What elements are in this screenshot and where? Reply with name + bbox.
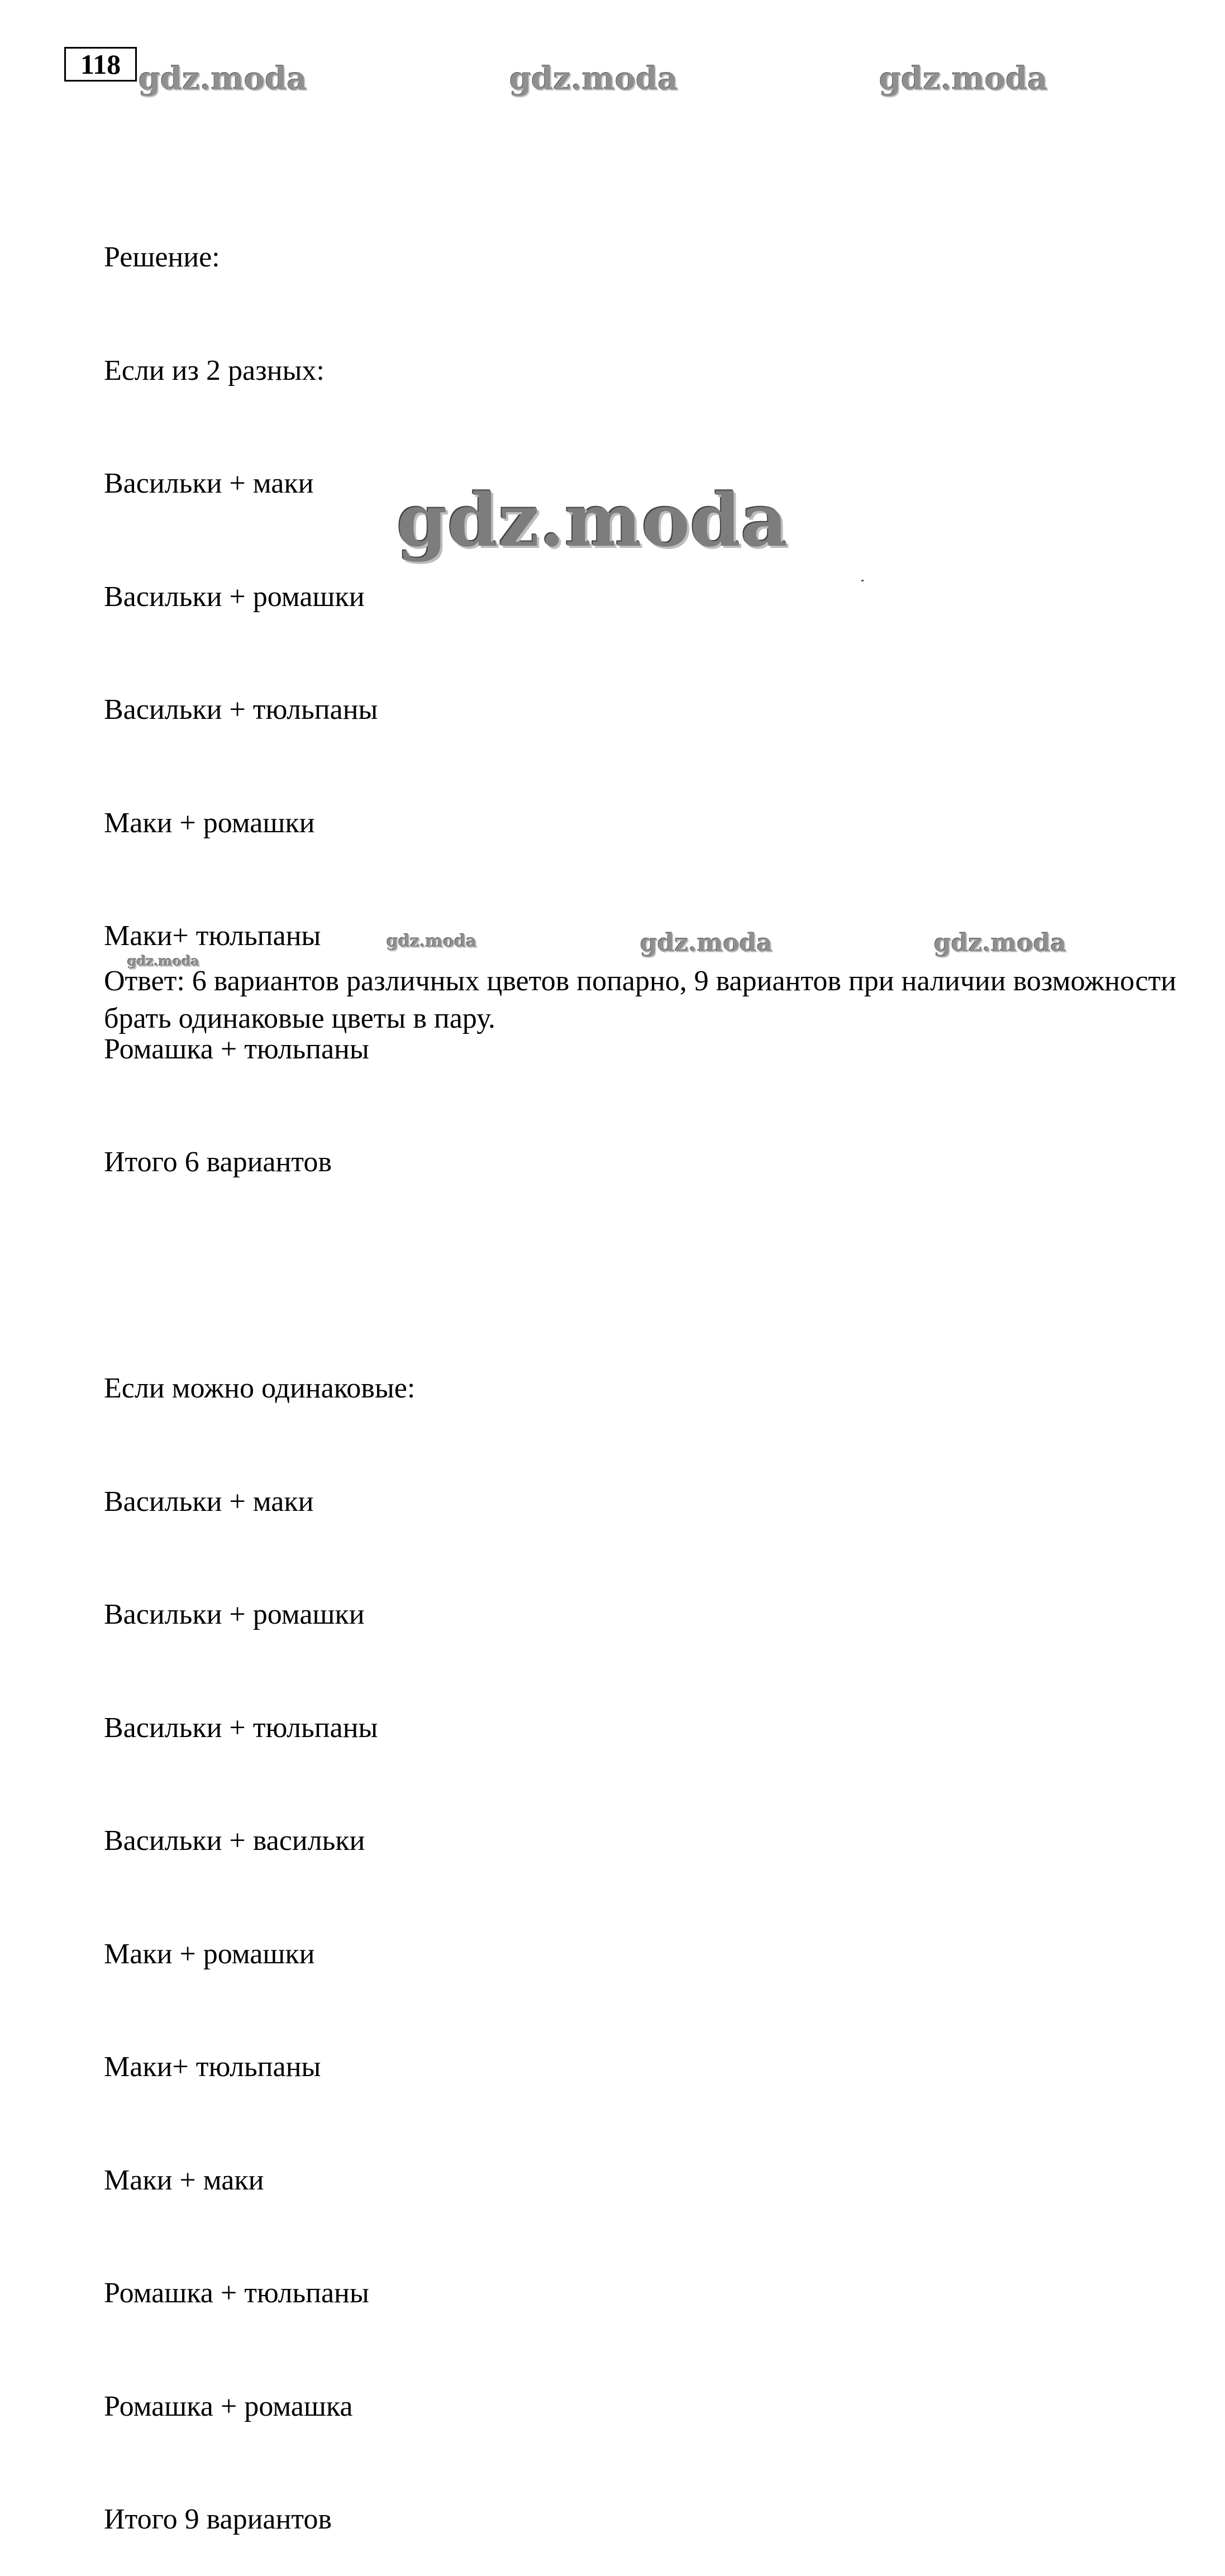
part2-item: Ромашка + ромашка [104, 2390, 353, 2422]
part2-item: Васильки + тюльпаны [104, 1711, 378, 1744]
solution-heading: Решение: [104, 241, 220, 273]
part2-item: Маки + ромашки [104, 1938, 315, 1970]
part1-total: Итого 6 вариантов [104, 1146, 332, 1178]
watermark-top-center: gdz.moda [509, 60, 678, 97]
problem-number: 118 [64, 47, 137, 82]
stray-mark [861, 580, 864, 581]
part1-title: Если из 2 разных: [104, 354, 325, 387]
part2-item: Васильки + ромашки [104, 1599, 365, 1630]
part2-total: Итого 9 вариантов [104, 2503, 332, 2535]
part2-item: Маки + маки [104, 2164, 264, 2196]
part2-title: Если можно одинаковые: [104, 1372, 416, 1404]
spacer [104, 1257, 415, 1295]
part2-item: Ромашка + тюльпаны [104, 2277, 369, 2309]
part1-item: Васильки + ромашки [104, 580, 365, 613]
part1-item: Васильки + маки [104, 468, 314, 499]
answer-text: Ответ: 6 вариантов различных цветов попарно, 9 вариантов при наличии возможности брать одинаковые цветы в пару. [104, 965, 1176, 1034]
part2-item: Васильки + маки [104, 1485, 314, 1518]
part2-item: Васильки + васильки [104, 1825, 365, 1857]
watermark-bottom-small: gdz.moda [387, 932, 477, 951]
part1-item: Васильки + тюльпаны [104, 694, 378, 726]
watermark-bottom-right: gdz.moda [934, 929, 1067, 957]
watermark-top-left: gdz.moda [139, 60, 307, 97]
watermark-bottom-tiny: gdz.moda [127, 953, 200, 969]
part2-item: Маки+ тюльпаны [104, 2051, 321, 2083]
part1-item: Ромашка + тюльпаны [104, 1033, 369, 1065]
part1-item: Маки + ромашки [104, 807, 315, 839]
watermark-center: gdz.moda [397, 478, 788, 563]
watermark-top-right: gdz.moda [879, 60, 1048, 97]
watermark-bottom-center: gdz.moda [640, 929, 773, 957]
solution-body [104, 163, 415, 2576]
part1-item: Маки+ тюльпаны [104, 920, 321, 952]
